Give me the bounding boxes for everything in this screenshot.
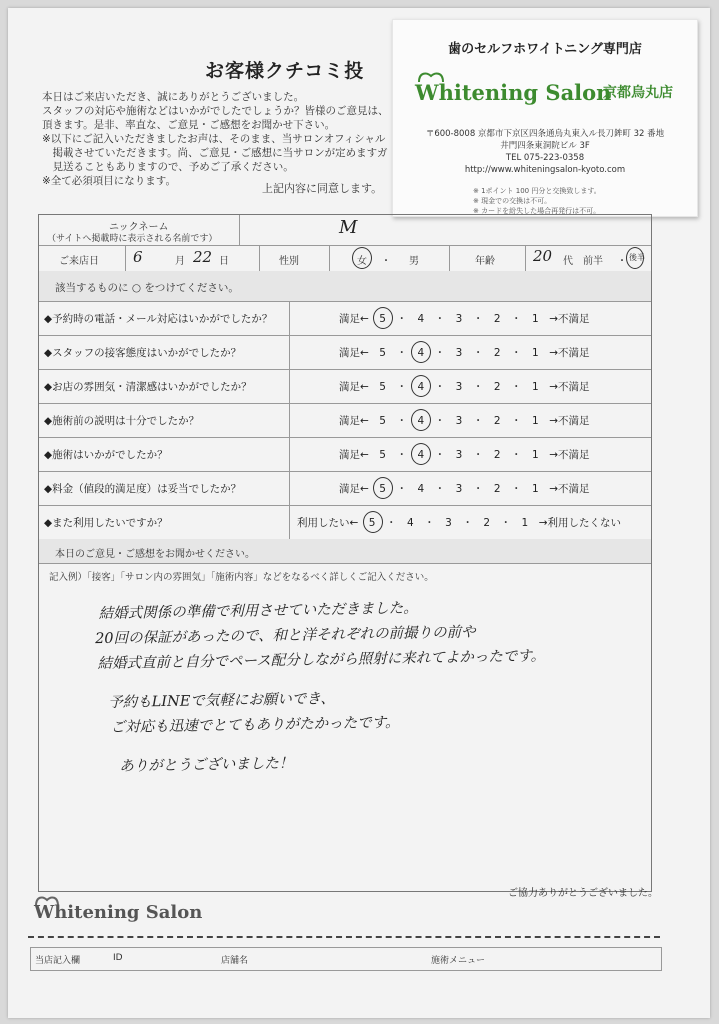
rating-scale[interactable]: 利用したい← 5 ・ 4 ・ 3 ・ 2 ・ 1 →利用したくない <box>297 517 621 529</box>
comment-field[interactable] <box>94 594 571 780</box>
card-logo: Whitening Salon <box>415 80 612 105</box>
gender-label: 性別 <box>279 256 299 267</box>
staff-label: 当店記入欄 <box>35 956 81 966</box>
age-late-option[interactable]: 後半 <box>629 253 645 262</box>
intro-line: 掲載させていただきます。尚、ご意見・ご感想に当サロンが定めますガ <box>42 147 388 159</box>
rating-circle-mark <box>411 409 431 431</box>
card-notes <box>473 186 601 216</box>
question-row <box>39 369 651 404</box>
age-field[interactable]: 20 <box>533 247 553 265</box>
comment-line: ご対応も迅速でとてもありがたかったです。 <box>110 714 400 736</box>
gender-circle-mark <box>352 247 372 269</box>
visit-row <box>39 245 651 272</box>
age-separator: ・ <box>617 256 627 267</box>
survey-form <box>38 214 652 892</box>
agree-text: 上記内容に同意します。 <box>262 182 383 195</box>
business-card <box>392 19 698 217</box>
gender-separator: ・ <box>381 256 391 267</box>
staff-use-box <box>30 947 662 971</box>
question-text: ◆また利用したいですか？ <box>44 517 168 529</box>
id-label: ID <box>113 953 123 963</box>
question-row <box>39 301 651 336</box>
intro-line: 本日はご来店いただき、誠にありがとうございました。 <box>42 91 305 103</box>
shop-label: 店舗名 <box>221 956 249 966</box>
month-unit: 月 <box>175 256 185 267</box>
rating-circle-mark <box>363 511 383 533</box>
nickname-label: ニックネーム <box>109 222 169 233</box>
address-line: 井門四条東洞院ビル 3F <box>500 141 590 151</box>
intro-line: ※以下にご記入いただきましたお声は、そのまま、当サロンオフィシャル <box>42 133 386 145</box>
address-line: http://www.whiteningsalon-kyoto.com <box>464 165 626 175</box>
rating-scale[interactable]: 満足← 5 ・ 4 ・ 3 ・ 2 ・ 1 →不満足 <box>339 449 590 461</box>
visit-month-field[interactable]: 6 <box>133 248 143 266</box>
menu-label: 施術メニュー <box>431 956 486 966</box>
question-row <box>39 335 651 370</box>
card-tagline: 歯のセルフホワイトニング専門店 <box>448 42 642 57</box>
intro-line: ※全て必須項目になります。 <box>42 175 176 187</box>
cut-line <box>28 936 660 938</box>
address-line: 〒600-8008 京都市下京区四条通烏丸東入ル長刀鉾町 32 番地 <box>425 129 665 139</box>
age-early-option[interactable]: 前半 <box>583 256 603 267</box>
nickname-sublabel: （サイトへ掲載時に表示される名前です） <box>47 234 218 244</box>
rating-scale[interactable]: 満足← 5 ・ 4 ・ 3 ・ 2 ・ 1 →不満足 <box>339 415 590 427</box>
comment-header: 本日のご意見・ご感想をお聞かせください。 <box>55 549 255 560</box>
comment-line: 結婚式関係の準備で利用させていただきました。 <box>98 600 418 623</box>
rating-circle-mark <box>411 375 431 397</box>
question-row <box>39 471 651 506</box>
nickname-field[interactable]: M <box>339 217 358 238</box>
intro-text <box>42 90 402 188</box>
comment-header-row <box>39 539 651 564</box>
gender-male-option[interactable]: 男 <box>409 256 419 267</box>
intro-line: 頂きます。是非、率直な、ご意見・ご感想をお聞かせ下さい。 <box>42 119 336 131</box>
comment-line: 予約もLINEで気軽にお願いでき、 <box>108 691 335 711</box>
instruction-text: 該当するものに ○ をつけてください。 <box>55 282 239 294</box>
comment-line: 20回の保証があったので、和と洋それぞれの前撮りの前や <box>94 624 476 648</box>
card-branch: 京都烏丸店 <box>603 85 673 101</box>
age-label: 年齢 <box>475 256 495 267</box>
visit-day-field[interactable]: 22 <box>193 248 213 266</box>
gender-female-option[interactable]: 女 <box>357 256 367 267</box>
question-row <box>39 437 651 472</box>
rating-scale[interactable]: 満足← 5 ・ 4 ・ 3 ・ 2 ・ 1 →不満足 <box>339 483 590 495</box>
address-line: TEL 075-223-0358 <box>505 153 585 163</box>
rating-scale[interactable]: 満足← 5 ・ 4 ・ 3 ・ 2 ・ 1 →不満足 <box>339 381 590 393</box>
visit-label: ご来店日 <box>59 256 99 267</box>
instruction-row <box>39 271 651 302</box>
question-row <box>39 505 651 540</box>
day-unit: 日 <box>219 256 229 267</box>
rating-scale[interactable]: 満足← 5 ・ 4 ・ 3 ・ 2 ・ 1 →不満足 <box>339 313 590 325</box>
rating-scale[interactable]: 満足← 5 ・ 4 ・ 3 ・ 2 ・ 1 →不満足 <box>339 347 590 359</box>
age-circle-mark <box>626 247 644 269</box>
intro-line: スタッフの対応や施術などはいかがでしたでしょうか？皆様のご意見は、 <box>42 105 389 117</box>
card-address <box>393 128 697 176</box>
question-text: ◆施術はいかがでしたか？ <box>44 449 168 461</box>
thanks-text: ご協力ありがとうございました。 <box>508 888 658 899</box>
card-note: ※ 1ポイント 100 円分と交換致します。 <box>473 187 601 195</box>
question-text: ◆予約時の電話・メール対応はいかがでしたか？ <box>44 313 273 325</box>
question-row <box>39 403 651 438</box>
page-title: お客様クチコミ投 <box>205 60 365 82</box>
rating-circle-mark <box>373 477 393 499</box>
card-note: ※ カードを紛失した場合再発行は不可。 <box>473 207 601 215</box>
intro-line: 見送ることもありますので、予めご了承ください。 <box>42 161 294 173</box>
rating-circle-mark <box>411 341 431 363</box>
rating-circle-mark <box>411 443 431 465</box>
nickname-row <box>39 215 651 246</box>
card-note: ※ 現金での交換は不可。 <box>473 197 552 205</box>
question-text: ◆スタッフの接客態度はいかがでしたか？ <box>44 347 242 359</box>
question-text: ◆お店の雰囲気・清潔感はいかがでしたか？ <box>44 381 252 393</box>
comment-line: 結婚式直前と自分でペース配分しながら照射に来れてよかったです。 <box>97 648 546 673</box>
rating-circle-mark <box>373 307 393 329</box>
question-text: ◆施術前の説明は十分でしたか？ <box>44 415 200 427</box>
comment-line: ありがとうございました！ <box>119 755 294 775</box>
comment-example: 記入例）「接客」「サロン内の雰囲気」「施術内容」などをなるべく詳しくご記入ください。 <box>49 572 434 583</box>
age-unit: 代 <box>563 256 573 267</box>
footer-logo: Whitening Salon <box>34 902 203 923</box>
question-text: ◆料金（値段的満足度）は妥当でしたか？ <box>44 483 242 495</box>
